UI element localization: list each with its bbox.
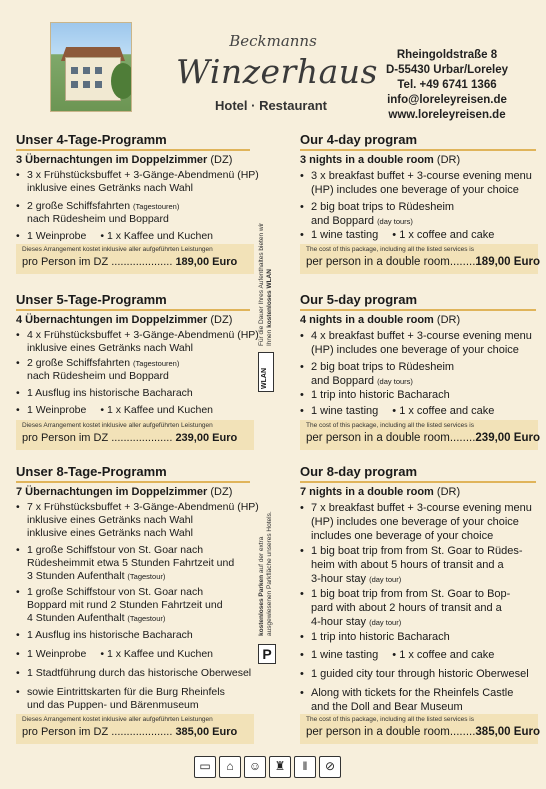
nights-4-day-en: 3 nights in a double room (DR) [300, 154, 461, 166]
address-block [372, 48, 522, 123]
price-box-5-day-de [16, 420, 254, 450]
hotel-photo [50, 22, 132, 112]
family-icon: ☺ [244, 756, 266, 778]
list-item: • 1 Ausflug ins historische Bacharach [16, 629, 193, 642]
list-item: • 3 x breakfast buffet + 3-course evening menu (HP) includes one beverage of your choice [300, 169, 532, 197]
list-item: • 1 Weinprobe• 1 x Kaffee und Kuchen [16, 230, 213, 243]
list-item: • 1 trip into historic Bacharach [300, 388, 450, 402]
program-title-4-day-de: Unser 4-Tage-Programm [16, 132, 167, 147]
price-line: pro Person im DZ .................... 385,00 Euro [22, 726, 238, 738]
parking-icon: P [258, 644, 276, 664]
address-city: D-55430 Urbar/Loreley [385, 64, 509, 76]
list-item: • 1 big boat trip from from St. Goar to Rüdes- heim with about 5 hours of transit and a 3-hour stay (day tour) [300, 544, 523, 587]
nights-8-day-en: 7 nights in a double room (DR) [300, 486, 461, 498]
list-item: • 1 wine tasting• 1 x coffee and cake [300, 648, 494, 662]
program-title-5-day-de: Unser 5-Tage-Programm [16, 292, 167, 307]
list-item: • 1 wine tasting• 1 x coffee and cake [300, 228, 494, 242]
price-note: Dieses Arrangement kostet inklusive aller aufgeführten Leistungen [22, 246, 213, 253]
list-item: • 1 große Schiffstour von St. Goar nach Rüdesheimmit etwa 5 Stunden Fahrtzeit und 3 Stunden Aufenthalt (Tagestour) [16, 544, 234, 583]
wine-icon: ♜ [269, 756, 291, 778]
list-item: • 4 x Frühstücksbuffet + 3-Gänge-Abendmenü (HP) inklusive eines Getränks nach Wahl [16, 329, 259, 355]
wlan-note: Für die Dauer Ihres Aufenthaltes bieten wir Ihnen kostenloses WLAN [258, 222, 273, 346]
list-item: • 2 big boat trips to Rüdesheim and Boppard (day tours) [300, 360, 454, 389]
program-title-8-day-de: Unser 8-Tage-Programm [16, 464, 167, 479]
list-item: • 1 Ausflug ins historische Bacharach [16, 387, 193, 400]
logo-subtitle: Hotel · Restaurant [215, 98, 327, 113]
nights-4-day-de: 3 Übernachtungen im Doppelzimmer (DZ) [16, 154, 233, 166]
price-line: pro Person im DZ .................... 239,00 Euro [22, 432, 238, 444]
list-item: • 1 Weinprobe• 1 x Kaffee und Kuchen [16, 648, 213, 661]
logo-main-text: Winzerhaus [176, 52, 378, 91]
list-item: • 1 Stadtführung durch das historische Oberwesel [16, 667, 251, 680]
price-line: per person in a double room........385,00 Euro [306, 726, 540, 738]
price-note: The cost of this package, including all the listed services is [306, 716, 475, 723]
address-phone: Tel. +49 6741 1366 [397, 79, 497, 91]
price-note: The cost of this package, including all the listed services is [306, 246, 475, 253]
program-title-4-day-en: Our 4-day program [300, 132, 418, 147]
parking-note: kostenloses Parken auf der extra ausgewiesenen Parkfläche unseres Hotels. [258, 511, 273, 636]
list-item: • 1 große Schiffstour von St. Goar nach Boppard mit rund 2 Stunden Fahrtzeit und 4 Stunden Aufenthalt (Tagestour) [16, 586, 223, 625]
tv-icon: ▭ [194, 756, 216, 778]
price-note: Dieses Arrangement kostet inklusive aller aufgeführten Leistungen [22, 422, 213, 429]
price-line: per person in a double room........239,00 Euro [306, 432, 540, 444]
list-item: • 2 große Schiffsfahrten (Tagestouren) nach Rüdesheim und Boppard [16, 357, 179, 383]
nights-5-day-en: 4 nights in a double room (DR) [300, 314, 461, 326]
price-box-8-day-en [300, 714, 538, 744]
list-item: • 7 x breakfast buffet + 3-course evening menu (HP) includes one beverage of your choice includes one beverage of your choice [300, 501, 532, 543]
price-box-4-day-de [16, 244, 254, 274]
list-item: • 7 x Frühstücksbuffet + 3-Gänge-Abendmenü (HP) inklusive eines Getränks nach Wahl inklusive eines Getränks nach Wahl [16, 501, 259, 540]
address-street: Rheingoldstraße 8 [396, 49, 498, 61]
list-item: • sowie Eintrittskarten für die Burg Rheinfels und das Puppen- und Bärenmuseum [16, 686, 225, 712]
list-item: • 1 guided city tour through historic Oberwesel [300, 667, 529, 681]
price-line: per person in a double room........189,00 Euro [306, 256, 540, 268]
price-note: The cost of this package, including all the listed services is [306, 422, 475, 429]
list-item: • 3 x Frühstücksbuffet + 3-Gänge-Abendmenü (HP) inklusive eines Getränks nach Wahl [16, 169, 259, 195]
nights-8-day-de: 7 Übernachtungen im Doppelzimmer (DZ) [16, 486, 233, 498]
wlan-icon: WLAN [258, 352, 274, 392]
price-box-4-day-en [300, 244, 538, 274]
list-item: • 1 big boat trip from from St. Goar to Bop- pard with about 2 hours of transit and a 4-hour stay (day tour) [300, 587, 510, 630]
address-website[interactable]: www.loreleyreisen.de [388, 109, 506, 121]
price-line: pro Person im DZ .................... 189,00 Euro [22, 256, 238, 268]
restaurant-icon: ǁ [294, 756, 316, 778]
address-email[interactable]: info@loreleyreisen.de [387, 94, 507, 106]
program-title-5-day-en: Our 5-day program [300, 292, 418, 307]
nights-5-day-de: 4 Übernachtungen im Doppelzimmer (DZ) [16, 314, 233, 326]
list-item: • 1 Weinprobe• 1 x Kaffee und Kuchen [16, 404, 213, 417]
no-smoking-icon: ⊘ [319, 756, 341, 778]
list-item: • 4 x breakfast buffet + 3-course evening menu (HP) includes one beverage of your choice [300, 329, 532, 357]
program-title-8-day-en: Our 8-day program [300, 464, 418, 479]
list-item: • Along with tickets for the Rheinfels Castle and the Doll and Bear Museum [300, 686, 513, 714]
list-item: • 2 big boat trips to Rüdesheim and Boppard (day tours) [300, 200, 454, 229]
price-box-5-day-en [300, 420, 538, 450]
price-box-8-day-de [16, 714, 254, 744]
price-note: Dieses Arrangement kostet inklusive aller aufgeführten Leistungen [22, 716, 213, 723]
list-item: • 1 wine tasting• 1 x coffee and cake [300, 404, 494, 418]
list-item: • 1 trip into historic Bacharach [300, 630, 450, 644]
list-item: • 2 große Schiffsfahrten (Tagestouren) nach Rüdesheim und Boppard [16, 200, 179, 226]
garage-icon: ⌂ [219, 756, 241, 778]
logo-top-text: Beckmanns [229, 32, 317, 50]
